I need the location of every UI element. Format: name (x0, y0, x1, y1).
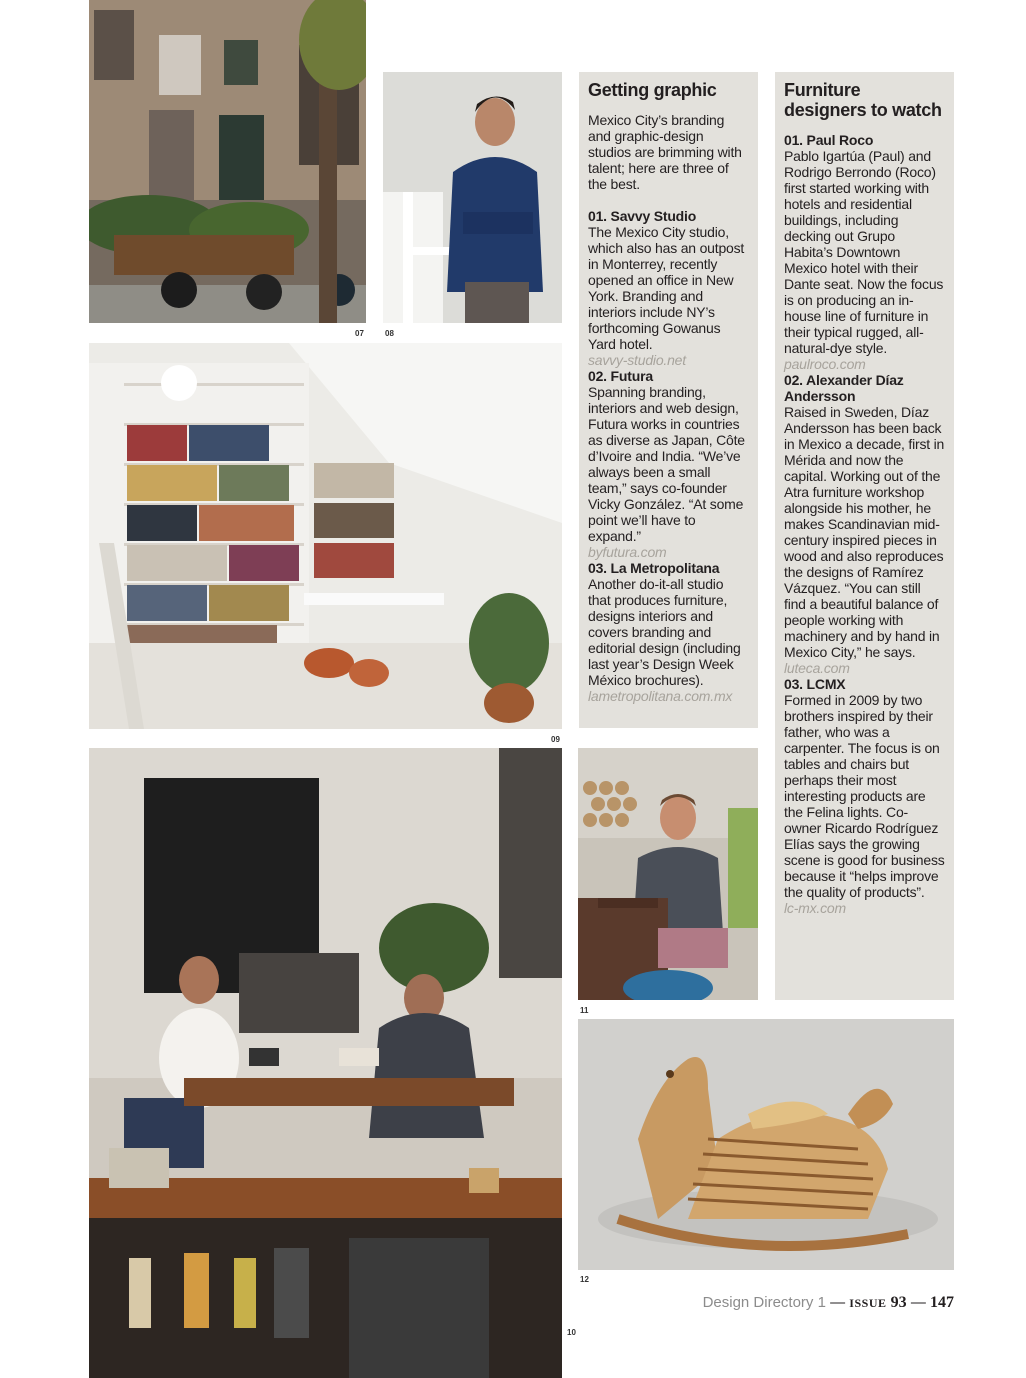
designer-entry (784, 372, 945, 676)
panel-intro: Mexico City’s branding and graphic-design studios are brimming with talent; here are three of the best. (588, 112, 742, 192)
folio-separator: — (906, 1294, 930, 1311)
studio-entry (588, 368, 749, 560)
page-number: 147 (930, 1294, 954, 1311)
studio-name: 03. La Metropolitana (588, 560, 720, 576)
studio-name: 01. Savvy Studio (588, 208, 697, 224)
studio-name: 02. Futura (588, 368, 653, 384)
photo-caption-12: 12 (580, 1275, 589, 1284)
folio-separator: — (825, 1294, 850, 1311)
issue-number: 93 (890, 1294, 907, 1311)
studio-entry (588, 560, 749, 704)
designer-description: Raised in Sweden, Díaz Andersson has been back in Mexico a decade, first in Mérida and now the capital. Working out of the Atra furniture workshop alongside his mother, he makes Scandinavian mid-century inspired pieces in wood and also reproduces the designs of Ramírez Vázquez. “You can still find a beautiful balance of people working with machinery and by hand in Mexico City,” he says. (784, 404, 945, 660)
designer-name: 03. LCMX (784, 676, 846, 692)
designer-description: Pablo Igartúa (Paul) and Rodrigo Berrondo (Roco) first started working with hotels and residential buildings, including decking out Grupo Habita’s Downtown Mexico hotel with their Dante seat. Now the focus is on producing an in-house line of furniture in their typical rugged, all-natural-dye style. (784, 148, 944, 356)
panel-getting-graphic (579, 72, 758, 728)
designer-entry (784, 132, 945, 372)
designer-name: 01. Paul Roco (784, 132, 874, 148)
studio-url-link[interactable]: byfutura.com (588, 544, 667, 560)
photo-caption-08: 08 (385, 329, 394, 338)
photo-street-facade (89, 0, 366, 323)
designer-url-link[interactable]: luteca.com (784, 660, 850, 676)
panel-title: Getting graphic (588, 80, 717, 100)
studio-url-link[interactable]: lametropolitana.com.mx (588, 688, 733, 704)
designer-description: Formed in 2009 by two brothers inspired by their father, who was a carpenter. The focus is on tables and chairs but perhaps their most interesting products are the Felina lights. Co-owner Ricardo Rodríguez Elías says the growing scene is good for business because it “helps improve the quality of products”. (784, 692, 945, 900)
designer-name: 02. Alexander Díaz Andersson (784, 372, 904, 404)
photo-caption-11: 11 (580, 1006, 589, 1015)
studio-description: Spanning branding, interiors and web design, Futura works in countries as diverse as Japan, Côte d’Ivoire and India. “We’ve always been a small team,” says co-founder Vicky González. “At some point we’ll have to expand.” (588, 384, 745, 544)
designer-url-link[interactable]: paulroco.com (784, 356, 866, 372)
photo-caption-10: 10 (567, 1328, 576, 1337)
issue-label: ISSUE (849, 1296, 887, 1310)
panel-furniture-designers (775, 72, 954, 1000)
section-name: Design Directory 1 (702, 1294, 826, 1311)
photo-designer-seated (578, 748, 758, 1000)
studio-url-link[interactable]: savvy-studio.net (588, 352, 686, 368)
photo-caption-09: 09 (551, 735, 560, 744)
photo-caption-07: 07 (355, 329, 364, 338)
studio-description: Another do-it-all studio that produces furniture, designs interiors and covers branding and editorial design (including last year’s Design Week México brochures). (588, 576, 741, 688)
photo-designer-portrait (383, 72, 562, 323)
page-folio (703, 1294, 954, 1312)
photo-rocking-horse (578, 1019, 954, 1270)
designer-url-link[interactable]: lc-mx.com (784, 900, 846, 916)
photo-bookshelves (89, 343, 562, 729)
photo-workspace (89, 748, 562, 1378)
studio-entry (588, 208, 749, 368)
designer-entry (784, 676, 945, 916)
studio-description: The Mexico City studio, which also has an outpost in Monterrey, recently opened an office in New York. Branding and interiors include NY’s forthcoming Gowanus Yard hotel. (588, 224, 745, 352)
panel-title: Furniture designers to watch (784, 80, 942, 120)
